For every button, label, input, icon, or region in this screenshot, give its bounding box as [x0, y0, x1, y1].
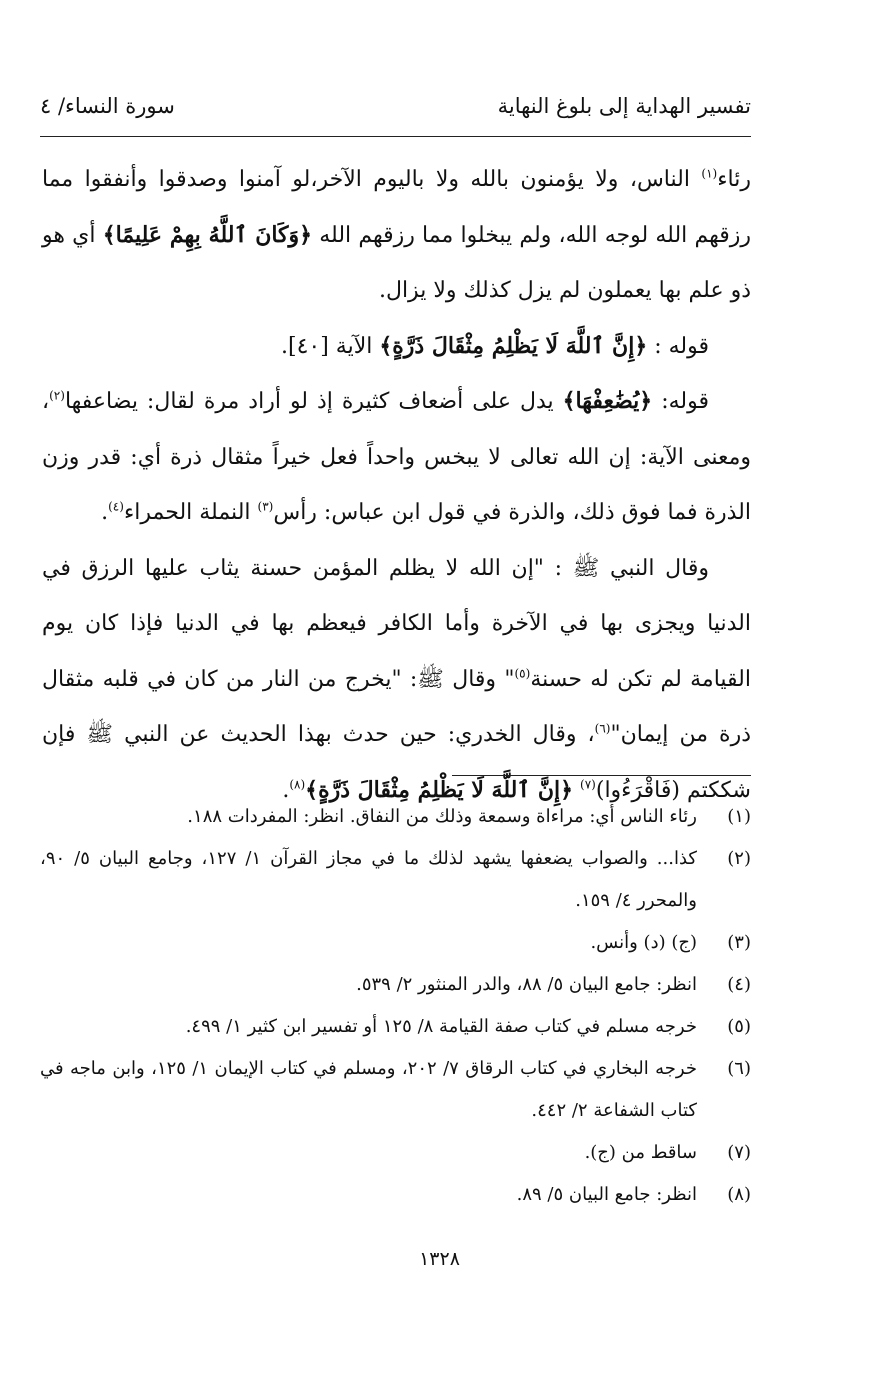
quran-verse: ﴿وَكَانَ ٱللَّهُ بِهِمْ عَلِيمًا﴾	[102, 221, 313, 248]
text-span: وقال النبي ﷺ : "إن الله لا يظلم المؤمن حسنة يثاب عليها الرزق في الدنيا ويجزى بها في الآخرة وأما الكافر فيعظم بها في الدنيا فإذا كان يوم القيامة لم تكن له حسنة	[42, 555, 752, 692]
footnote-item	[40, 1132, 751, 1174]
footnote-number: (١)	[727, 806, 751, 827]
footnote-number: (٦)	[727, 1058, 751, 1079]
footnote-ref-8[interactable]: (٨)	[289, 777, 306, 792]
text-span: " وقال ﷺ: "يخرج من النار من كان في قلبه مثقال ذرة من إيمان"	[42, 666, 751, 747]
footnote-item	[40, 964, 751, 1006]
footnote-text: (ج) (د) وأنس.	[590, 932, 697, 953]
text-span: أي هو ذو علم بها يعملون لم يزل كذلك ولا يزال.	[42, 222, 751, 303]
footnote-ref-6[interactable]: (٦)	[594, 721, 611, 736]
text-span: النملة الحمراء	[123, 500, 258, 525]
text-span: ، وقال الخدري: حين حدث بهذا الحديث عن النبي ﷺ فإن شككتم (فَاقْرَءُوا)	[42, 722, 751, 803]
quran-verse: ﴿إِنَّ ٱللَّهَ لَا يَظْلِمُ مِثْقَالَ ذَرَّةٍ﴾	[379, 332, 648, 359]
paragraph-4	[42, 541, 751, 819]
text-span: ، ومعنى الآية: إن الله تعالى لا يبخس واحداً فعل خيراً مثقال ذرة أي: قدر وزن الذرة فما فوق ذلك، والذرة في قول ابن عباس: رأس	[42, 389, 751, 525]
footnote-divider	[452, 775, 751, 776]
footnote-text: خرجه مسلم في كتاب صفة القيامة ٨/ ١٢٥ أو تفسير ابن كثير ١/ ٤٩٩.	[185, 1016, 697, 1037]
footnote-item	[40, 922, 751, 964]
paragraph-2	[42, 319, 751, 375]
text-span: .	[282, 777, 290, 803]
footnote-item	[40, 1048, 751, 1132]
text-span: قوله :	[647, 333, 709, 359]
footnote-item	[40, 838, 751, 922]
surah-label: سورة النساء/ ٤	[40, 94, 175, 118]
header-divider	[40, 136, 751, 137]
footnote-item	[40, 796, 751, 838]
footnote-ref-5[interactable]: (٥)	[514, 666, 531, 681]
text-span: رئاء	[717, 167, 751, 192]
footnote-item	[40, 1174, 751, 1216]
quran-verse: ﴿يُضَٰعِفْهَا﴾	[562, 388, 653, 414]
footnotes-list	[40, 796, 751, 1216]
text-span: قوله:	[652, 389, 709, 414]
page-number: ١٣٢٨	[419, 1248, 460, 1270]
footnote-ref-4[interactable]: (٤)	[108, 499, 124, 514]
footnote-text: كذا... والصواب يضعفها يشهد لذلك ما في مجاز القرآن ١/ ١٢٧، وجامع البيان ٥/ ٩٠، والمحرر ٤/ ١٥٩.	[40, 848, 697, 911]
text-span: الآية [٤٠].	[280, 333, 380, 359]
footnote-ref-2[interactable]: (٢)	[49, 388, 65, 403]
footnote-item	[40, 1006, 751, 1048]
footnote-number: (٢)	[727, 848, 751, 869]
text-span: يدل على أضعاف كثيرة إذ لو أراد مرة لقال: يضاعفها	[64, 389, 563, 414]
running-header	[40, 88, 751, 132]
footnote-text: خرجه البخاري في كتاب الرقاق ٧/ ٢٠٢، ومسلم في كتاب الإيمان ١/ ١٢٥، وابن ماجه في كتاب الشفاعة ٢/ ٤٤٢.	[40, 1058, 697, 1121]
footnote-number: (٧)	[727, 1142, 751, 1163]
footnote-ref-3[interactable]: (٣)	[257, 499, 274, 514]
footnote-text: رئاء الناس أي: مراءاة وسمعة وذلك من النفاق. انظر: المفردات ١٨٨.	[187, 806, 697, 827]
footnote-number: (٨)	[727, 1184, 751, 1205]
footnote-number: (٥)	[727, 1016, 751, 1037]
footnote-ref-7[interactable]: (٧)	[580, 777, 596, 792]
paragraph-1	[42, 152, 751, 319]
paragraph-3	[42, 374, 751, 541]
quran-verse: ﴿إِنَّ ٱللَّهَ لَا يَظْلِمُ مِثْقَالَ ذَرَّةٍ﴾	[305, 776, 574, 803]
footnote-text: ساقط من (ج).	[584, 1142, 697, 1163]
main-text	[42, 152, 751, 818]
footnote-text: انظر: جامع البيان ٥/ ٨٨، والدر المنثور ٢/ ٥٣٩.	[356, 974, 697, 995]
footnote-text: انظر: جامع البيان ٥/ ٨٩.	[516, 1184, 697, 1205]
footnote-ref-1[interactable]: (١)	[701, 166, 718, 181]
footnote-number: (٣)	[727, 932, 751, 953]
text-span: الناس، ولا يؤمنون بالله ولا باليوم الآخر،لو آمنوا وصدقوا وأنفقوا مما رزقهم الله لوجه الله، ولم يبخلوا مما رزقهم الله	[42, 167, 751, 248]
text-span: .	[101, 500, 109, 525]
footnote-number: (٤)	[727, 974, 751, 995]
book-title: تفسير الهداية إلى بلوغ النهاية	[497, 94, 751, 118]
